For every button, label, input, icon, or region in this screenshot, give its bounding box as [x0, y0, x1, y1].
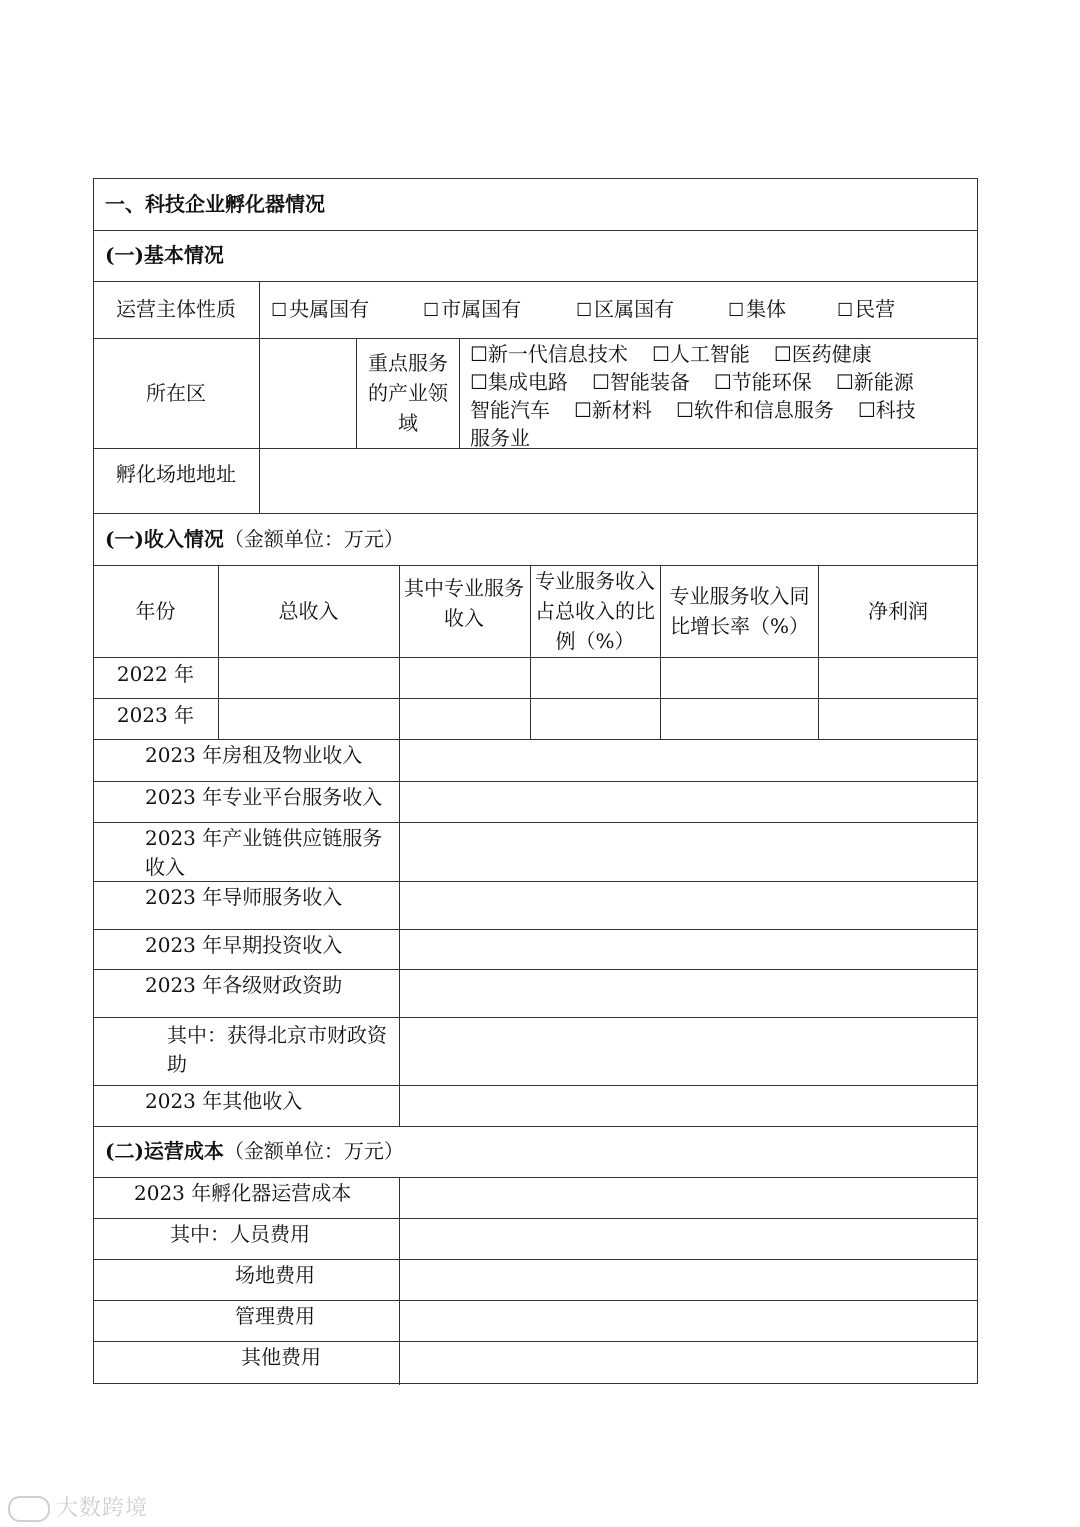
operator-option[interactable]: ☐ 民营 — [837, 296, 896, 321]
address-label: 孵化场地地址 — [116, 462, 236, 486]
header-total-income: 总收入 — [278, 598, 339, 623]
income-item: 2023 年专业平台服务收入 — [145, 785, 383, 809]
cost-item: 2023 年孵化器运营成本 — [134, 1181, 352, 1205]
section-title: 一、科技企业孵化器情况 — [105, 191, 325, 216]
operator-option[interactable]: ☐ 市属国有 — [423, 296, 522, 321]
rule — [530, 565, 531, 740]
industry-line[interactable]: ☐集成电路 ☐智能装备 ☐节能环保 ☐新能源 — [470, 370, 914, 394]
header-year: 年份 — [135, 598, 176, 623]
year-cell: 2022 年 — [116, 662, 195, 686]
income-item: 2023 年导师服务收入 — [145, 885, 343, 909]
cost-item: 管理费用 — [235, 1304, 315, 1328]
rule — [93, 657, 978, 658]
income-item: 其中：获得北京市财政资助 — [167, 1023, 387, 1076]
year-cell: 2023 年 — [116, 703, 195, 727]
operator-option[interactable]: ☐ 区属国有 — [576, 296, 675, 321]
industry-line: 服务业 — [470, 426, 530, 450]
rule — [660, 565, 661, 740]
checkbox-icon[interactable]: ☐ — [576, 299, 593, 321]
income-item: 2023 年房租及物业收入 — [145, 743, 363, 767]
income-item: 2023 年产业链供应链服务收入 — [145, 826, 383, 879]
basic-info-title: (一)基本情况 — [105, 243, 224, 267]
income-title: (一)收入情况 （金额单位：万元） — [105, 526, 404, 551]
watermark-logo-icon — [8, 1496, 50, 1522]
rule — [93, 698, 978, 699]
district-label: 所在区 — [146, 380, 206, 405]
incubator-form — [93, 178, 978, 1384]
income-item: 2023 年其他收入 — [145, 1089, 303, 1113]
industry-line[interactable]: 智能汽车 ☐新材料 ☐软件和信息服务 ☐科技 — [470, 398, 916, 422]
income-item: 2023 年各级财政资助 — [145, 973, 343, 997]
rule — [356, 338, 357, 448]
cost-item: 场地费用 — [235, 1263, 315, 1287]
industry-options — [470, 338, 975, 448]
header-net-profit: 净利润 — [868, 598, 928, 623]
industry-line[interactable]: ☐新一代信息技术 ☐人工智能 ☐医药健康 — [470, 342, 872, 366]
cost-item: 其中：人员费用 — [170, 1222, 310, 1246]
cost-item: 其他费用 — [241, 1345, 321, 1369]
cost-title: (二)运营成本 （金额单位：万元） — [105, 1139, 404, 1163]
operator-label: 运营主体性质 — [116, 297, 236, 321]
income-item: 2023 年早期投资收入 — [145, 933, 343, 957]
district-field[interactable] — [260, 338, 356, 448]
operator-option[interactable]: ☐ 央属国有 — [271, 296, 370, 321]
rule — [93, 1383, 978, 1384]
watermark: 大数跨境 — [8, 1491, 148, 1522]
checkbox-icon[interactable]: ☐ — [728, 299, 745, 321]
operator-options — [259, 281, 977, 338]
header-professional-ratio: 专业服务收入占总收入的比例（%） — [535, 569, 655, 653]
industry-label: 重点服务的产业领域 — [368, 351, 448, 435]
checkbox-icon[interactable]: ☐ — [837, 299, 854, 321]
rule — [459, 338, 460, 448]
checkbox-icon[interactable]: ☐ — [271, 299, 288, 321]
operator-option[interactable]: ☐ 集体 — [728, 296, 787, 321]
checkbox-icon[interactable]: ☐ — [423, 299, 440, 321]
rule — [399, 565, 400, 1385]
address-field[interactable] — [260, 448, 977, 513]
rule — [977, 178, 978, 1384]
header-professional-growth: 专业服务收入同比增长率（%） — [669, 584, 810, 638]
header-professional-income: 其中专业服务收入 — [404, 576, 524, 630]
